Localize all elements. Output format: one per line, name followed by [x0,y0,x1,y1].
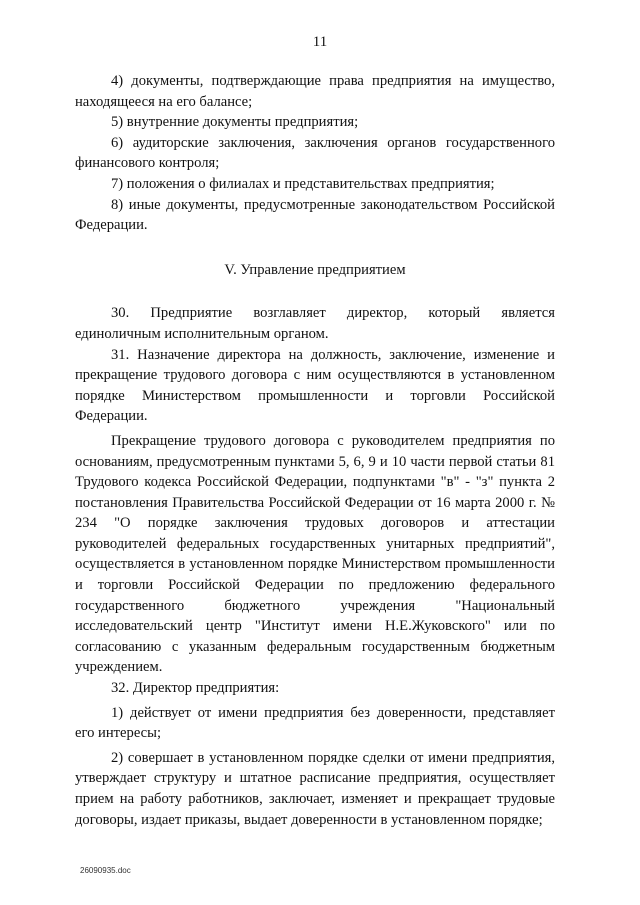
document-body [75,71,555,830]
paragraph-clause-31: 31. Назначение директора на должность, заключение, изменение и прекращение трудового договора с ним осуществляются в установленном порядке Министерством промышленности и торговли Российской Федерации. [75,346,555,425]
paragraph-clause-30: 30. Предприятие возглавляет директор, который является единоличным исполнительным органом. [75,305,555,342]
paragraph-termination: Прекращение трудового договора с руководителем предприятия по основаниям, предусмотренным пунктами 5, 6, 9 и 10 части первой статьи 81 Трудового кодекса Российской Федерации, подпунктами "в" - "з" пункта 2 постановления Правительства Российской Федерации от 16 марта 2000 г. № 234 "О порядке заключения трудовых договоров и аттестации руководителей федеральных государственных унитарных предприятий", осуществляется в установленном порядке Министерством промышленности и торговли Российской Федерации по предложению федерального государственного бюджетного учреждения "Национальный исследовательский центр "Институт имени Н.Е.Жуковского" или по согласованию с указанным федеральным государственным бюджетным учреждением. [75,432,555,676]
paragraph-item-6: 6) аудиторские заключения, заключения органов государственного финансового контроля; [75,134,555,172]
paragraph-item-7: 7) положения о филиалах и представительствах предприятия; [111,175,495,192]
footer-filename: 26090935.doc [80,866,131,875]
page-number: 11 [312,34,328,50]
section-title: V. Управление предприятием [224,261,406,278]
paragraph-clause-32: 32. Директор предприятия: [111,680,280,697]
paragraph-subitem-2: 2) совершает в установленном порядке сделки от имени предприятия, утверждает структуру и штатное расписание предприятия, осуществляет прием на работу работников, заключает, изменяет и прекращает трудовые договоры, издает приказы, выдает доверенности в установленном порядке; [75,749,555,828]
paragraph-item-5: 5) внутренние документы предприятия; [111,114,359,131]
paragraph-item-4: 4) документы, подтверждающие права предприятия на имущество, находящееся на его балансе; [75,73,555,110]
paragraph-item-8: 8) иные документы, предусмотренные законодательством Российской Федерации. [75,196,555,234]
paragraph-subitem-1: 1) действует от имени предприятия без доверенности, представляет его интересы; [75,704,555,742]
